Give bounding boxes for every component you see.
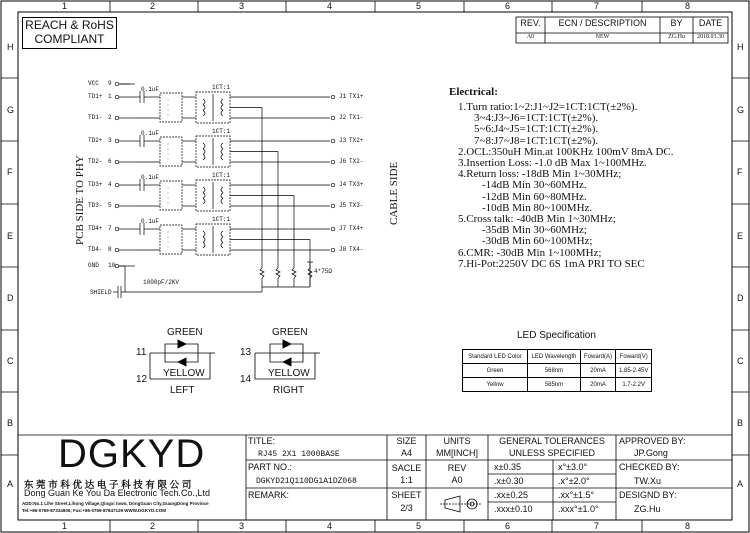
left-pin-number: 1 <box>108 93 112 100</box>
units-label: UNITS <box>443 436 471 446</box>
tolerance-cell: x±0.35 <box>494 462 521 472</box>
cable-side-label: CABLE SIDE <box>388 161 400 225</box>
ecn-value: NEW <box>595 34 610 40</box>
right-pin-label: J7 <box>339 225 347 232</box>
electrical-spec-line: 7~8:J7~J8=1CT:1CT(±2%). <box>474 134 599 147</box>
electrical-spec-line: -14dB Min 30~60MHz. <box>482 179 587 192</box>
row-marker: E <box>737 231 744 241</box>
right-pin-label: J5 <box>339 202 347 209</box>
left-pin-name: TD2- <box>88 158 103 165</box>
tolerance-title-2: UNLESS SPECIFIED <box>508 448 596 458</box>
right-pin-name: TX2+ <box>349 137 364 144</box>
by-value: ZG.Hu <box>668 34 685 40</box>
led-spec-cell: 1.7-2.2V <box>616 378 652 392</box>
left-pin-number: 3 <box>108 137 112 144</box>
electrical-spec-line: 4.Return loss: -18dB Min 1~30MHz; <box>458 168 622 181</box>
column-marker: 3 <box>239 1 245 11</box>
column-marker: 4 <box>327 521 333 531</box>
row-marker: E <box>7 231 14 241</box>
left-pin-number: 2 <box>108 114 112 121</box>
size-value: A4 <box>400 448 412 458</box>
title-value: RJ45 2X1 1000BASE <box>258 450 340 459</box>
led-spec-table <box>462 349 652 392</box>
sheet-label: SHEET <box>391 490 422 500</box>
left-pin-number: 9 <box>108 80 112 87</box>
tolerance-cell: .x°±2.0° <box>558 476 590 486</box>
electrical-title: Electrical: <box>449 86 498 98</box>
company-name-en: Dong Guan Ke You Da Electronic Tech.Co.,Ltd <box>24 488 210 498</box>
tolerance-cell: x°±3.0° <box>558 462 588 472</box>
scale-label: SACLE <box>391 463 422 473</box>
column-marker: 6 <box>505 1 511 11</box>
row-marker: G <box>7 105 15 115</box>
tolerance-title-1: GENERAL TOLERANCES <box>499 436 605 446</box>
by-header: BY <box>670 18 683 28</box>
schematic <box>113 82 335 298</box>
transformer-label: 1CT:1 <box>212 172 231 179</box>
company-name-cn: 东 莞 市 科 优 达 电 子 科 技 有 限 公 司 <box>24 480 192 491</box>
column-marker: 4 <box>327 1 333 11</box>
approved-label: APPROVED BY: <box>619 436 686 446</box>
row-marker: C <box>7 356 14 366</box>
electrical-spec-line: 7.Hi-Pot:2250V DC 6S 1mA PRI TO SEC <box>458 257 645 270</box>
compliance-line2: COMPLIANT <box>34 32 105 46</box>
shield-cap-label: 1000pF/2KV <box>143 279 180 286</box>
right-pin-label: J4 <box>339 181 347 188</box>
compliance-box <box>22 17 117 49</box>
cap-label: 0.1uF <box>141 218 160 225</box>
led-spec-cell: 568nm <box>528 364 581 378</box>
led-right-pin-bottom: 14 <box>240 374 252 385</box>
company-address: ADD:No.1 Lihe Street,Lihong Village,Qingxi town, DongGuan City,GuangDong Province <box>22 501 209 506</box>
electrical-spec-line: 1.Turn ratio:1~2:J1~J2=1CT:1CT(±2%). <box>458 101 638 113</box>
column-marker: 6 <box>505 521 511 531</box>
shield-label: SHIELD <box>90 289 112 296</box>
left-pin-name: GND <box>88 262 99 269</box>
led-spec-cell: Yellow <box>463 378 528 392</box>
remark-label: REMARK: <box>248 490 290 500</box>
cap-label: 0.1uF <box>141 174 160 181</box>
led-spec-cell: 585nm <box>528 378 581 392</box>
led-right-green-label: GREEN <box>272 327 308 338</box>
led-left-pin-top: 11 <box>136 347 147 358</box>
electrical-spec-line: 2.OCL:350uH Min.at 100KHz 100mV 8mA DC. <box>458 145 674 158</box>
scale-value: 1:1 <box>400 475 413 485</box>
designed-label: DESIGND BY: <box>619 490 677 500</box>
left-pin-number: 10 <box>108 262 116 269</box>
left-pin-name: TD2+ <box>88 137 103 144</box>
electrical-spec-line: 3.Insertion Loss: -1.0 dB Max 1~100MHz. <box>458 157 647 169</box>
checked-value: TW.Xu <box>634 476 662 486</box>
electrical-spec-line: -35dB Min 30~60MHz; <box>482 224 587 237</box>
led-spec-row <box>463 364 652 378</box>
rev-value: A0 <box>526 34 535 40</box>
left-pin-name: TD4+ <box>88 225 103 232</box>
left-pin-name: TD3- <box>88 202 103 209</box>
rev-block-value: A0 <box>451 475 463 485</box>
column-marker: 8 <box>685 1 691 11</box>
row-marker: A <box>737 479 744 489</box>
company-logo: DGKYD <box>58 432 206 476</box>
electrical-spec-line: 5.Cross talk: -40dB Min 1~30MHz; <box>458 213 616 225</box>
right-pin-name: TX1+ <box>349 93 364 100</box>
sheet-value: 2/3 <box>400 503 413 513</box>
left-pin-name: TD1- <box>88 114 103 121</box>
led-spec-row <box>463 378 652 392</box>
row-marker: C <box>737 356 744 366</box>
column-marker: 1 <box>62 1 68 11</box>
pcb-side-label: PCB SIDE TO PHY <box>74 155 86 245</box>
tolerance-cell: .xx±0.25 <box>494 490 528 500</box>
left-pin-number: 7 <box>108 225 112 232</box>
cap-label: 0.1uF <box>141 86 160 93</box>
left-pin-number: 5 <box>108 202 112 209</box>
right-pin-name: TX4- <box>349 246 364 253</box>
resistor-label: 4*75Ω <box>314 268 333 275</box>
part-no-label: PART NO.: <box>248 462 293 472</box>
led-spec-header: Standard LED Color <box>463 350 528 364</box>
right-pin-name: TX2- <box>349 158 364 165</box>
right-pin-label: J6 <box>339 158 347 165</box>
led-spec-cell: 20mA <box>581 364 616 378</box>
left-pin-number: 8 <box>108 246 112 253</box>
column-marker: 5 <box>416 1 422 11</box>
led-spec-cell: Green <box>463 364 528 378</box>
electrical-spec-line: 6.CMR: -30dB Min 1~100MHz; <box>458 246 602 259</box>
left-pin-name: TD4- <box>88 246 103 253</box>
title-label: TITLE: <box>248 436 276 446</box>
led-spec-title: LED Specification <box>517 330 596 341</box>
ecn-header: ECN / DESCRIPTION <box>558 18 647 28</box>
transformer-label: 1CT:1 <box>212 128 231 135</box>
left-pin-name: TD3+ <box>88 181 103 188</box>
company-contact: Tel:+86-0769-87334606; Fax:+86-0769-87847129 WWW.DGKYD.COM <box>22 508 166 513</box>
row-marker: B <box>737 418 744 428</box>
row-marker: H <box>737 42 744 52</box>
electrical-spec-line: 3~4:J3~J6=1CT:1CT(±2%). <box>474 112 599 125</box>
row-marker: D <box>7 293 14 303</box>
right-pin-label: J8 <box>339 246 347 253</box>
column-marker: 2 <box>150 521 156 531</box>
led-right-yellow-label: YELLOW <box>268 368 310 379</box>
right-pin-name: TX3+ <box>349 181 364 188</box>
row-marker: A <box>7 479 14 489</box>
checked-label: CHECKED BY: <box>619 462 680 472</box>
column-marker: 7 <box>594 521 600 531</box>
right-pin-label: J2 <box>339 114 347 121</box>
led-left-side-label: LEFT <box>170 385 195 396</box>
led-left-green-label: GREEN <box>167 327 203 338</box>
row-marker: F <box>737 167 743 177</box>
date-header: DATE <box>698 18 723 28</box>
led-spec-header: LED Wavelength <box>528 350 581 364</box>
right-pin-name: TX3- <box>349 202 364 209</box>
column-marker: 1 <box>62 521 68 531</box>
electrical-spec-line: -12dB Min 60~80MHz. <box>482 190 587 203</box>
column-marker: 8 <box>685 521 691 531</box>
column-marker: 3 <box>239 521 245 531</box>
tolerance-cell: .xxx°±1.0° <box>558 504 599 514</box>
row-marker: H <box>7 42 14 52</box>
right-pin-label: J3 <box>339 137 347 144</box>
left-pin-number: 4 <box>108 181 112 188</box>
electrical-spec-line: 5~6:J4~J5=1CT:1CT(±2%). <box>474 123 599 136</box>
led-right-pin-top: 13 <box>240 347 252 358</box>
row-marker: B <box>7 418 14 428</box>
electrical-spec-line: -10dB Min 80~100MHz. <box>482 201 593 214</box>
electrical-spec-line: -30dB Min 60~100MHz; <box>482 235 593 248</box>
rev-header: REV. <box>520 18 541 28</box>
right-pin-name: TX4+ <box>349 225 364 232</box>
right-pin-label: J1 <box>339 93 347 100</box>
led-spec-header-row <box>463 350 652 364</box>
approved-value: JP.Gong <box>634 448 668 458</box>
led-spec-header: Foward(A) <box>581 350 616 364</box>
row-marker: F <box>7 167 13 177</box>
led-spec-cell: 20mA <box>581 378 616 392</box>
left-pin-number: 6 <box>108 158 112 165</box>
part-no-value: DGKYD21Q110DG1A1DZ068 <box>256 477 357 486</box>
led-left-yellow-label: YELLOW <box>163 368 205 379</box>
row-marker: D <box>737 293 744 303</box>
size-label: SIZE <box>396 436 417 446</box>
projection-symbol <box>440 496 482 512</box>
led-right-side-label: RIGHT <box>273 385 305 396</box>
rev-label: REV <box>447 463 467 473</box>
transformer-label: 1CT:1 <box>212 84 231 91</box>
units-value: MM[INCH] <box>436 448 478 458</box>
led-spec-header: Foward(V) <box>616 350 652 364</box>
row-marker: G <box>737 105 745 115</box>
cap-label: 0.1uF <box>141 130 160 137</box>
tolerance-cell: .x±0.30 <box>494 476 524 486</box>
left-pin-name: TD1+ <box>88 93 103 100</box>
column-marker: 7 <box>594 1 600 11</box>
column-marker: 2 <box>150 1 156 11</box>
led-spec-cell: 1.85-2.45V <box>616 364 652 378</box>
tolerance-cell: .xxx±0.10 <box>494 504 533 514</box>
column-marker: 5 <box>416 521 422 531</box>
transformer-label: 1CT:1 <box>212 216 231 223</box>
right-pin-name: TX1- <box>349 114 364 121</box>
led-left-pin-bottom: 12 <box>136 374 148 385</box>
left-pin-name: VCC <box>88 80 99 87</box>
tolerance-cell: .xx°±1.5° <box>558 490 595 500</box>
designed-value: ZG.Hu <box>634 504 661 514</box>
compliance-line1: REACH & RoHS <box>25 18 114 32</box>
date-value: 2018.03.30 <box>697 34 724 40</box>
